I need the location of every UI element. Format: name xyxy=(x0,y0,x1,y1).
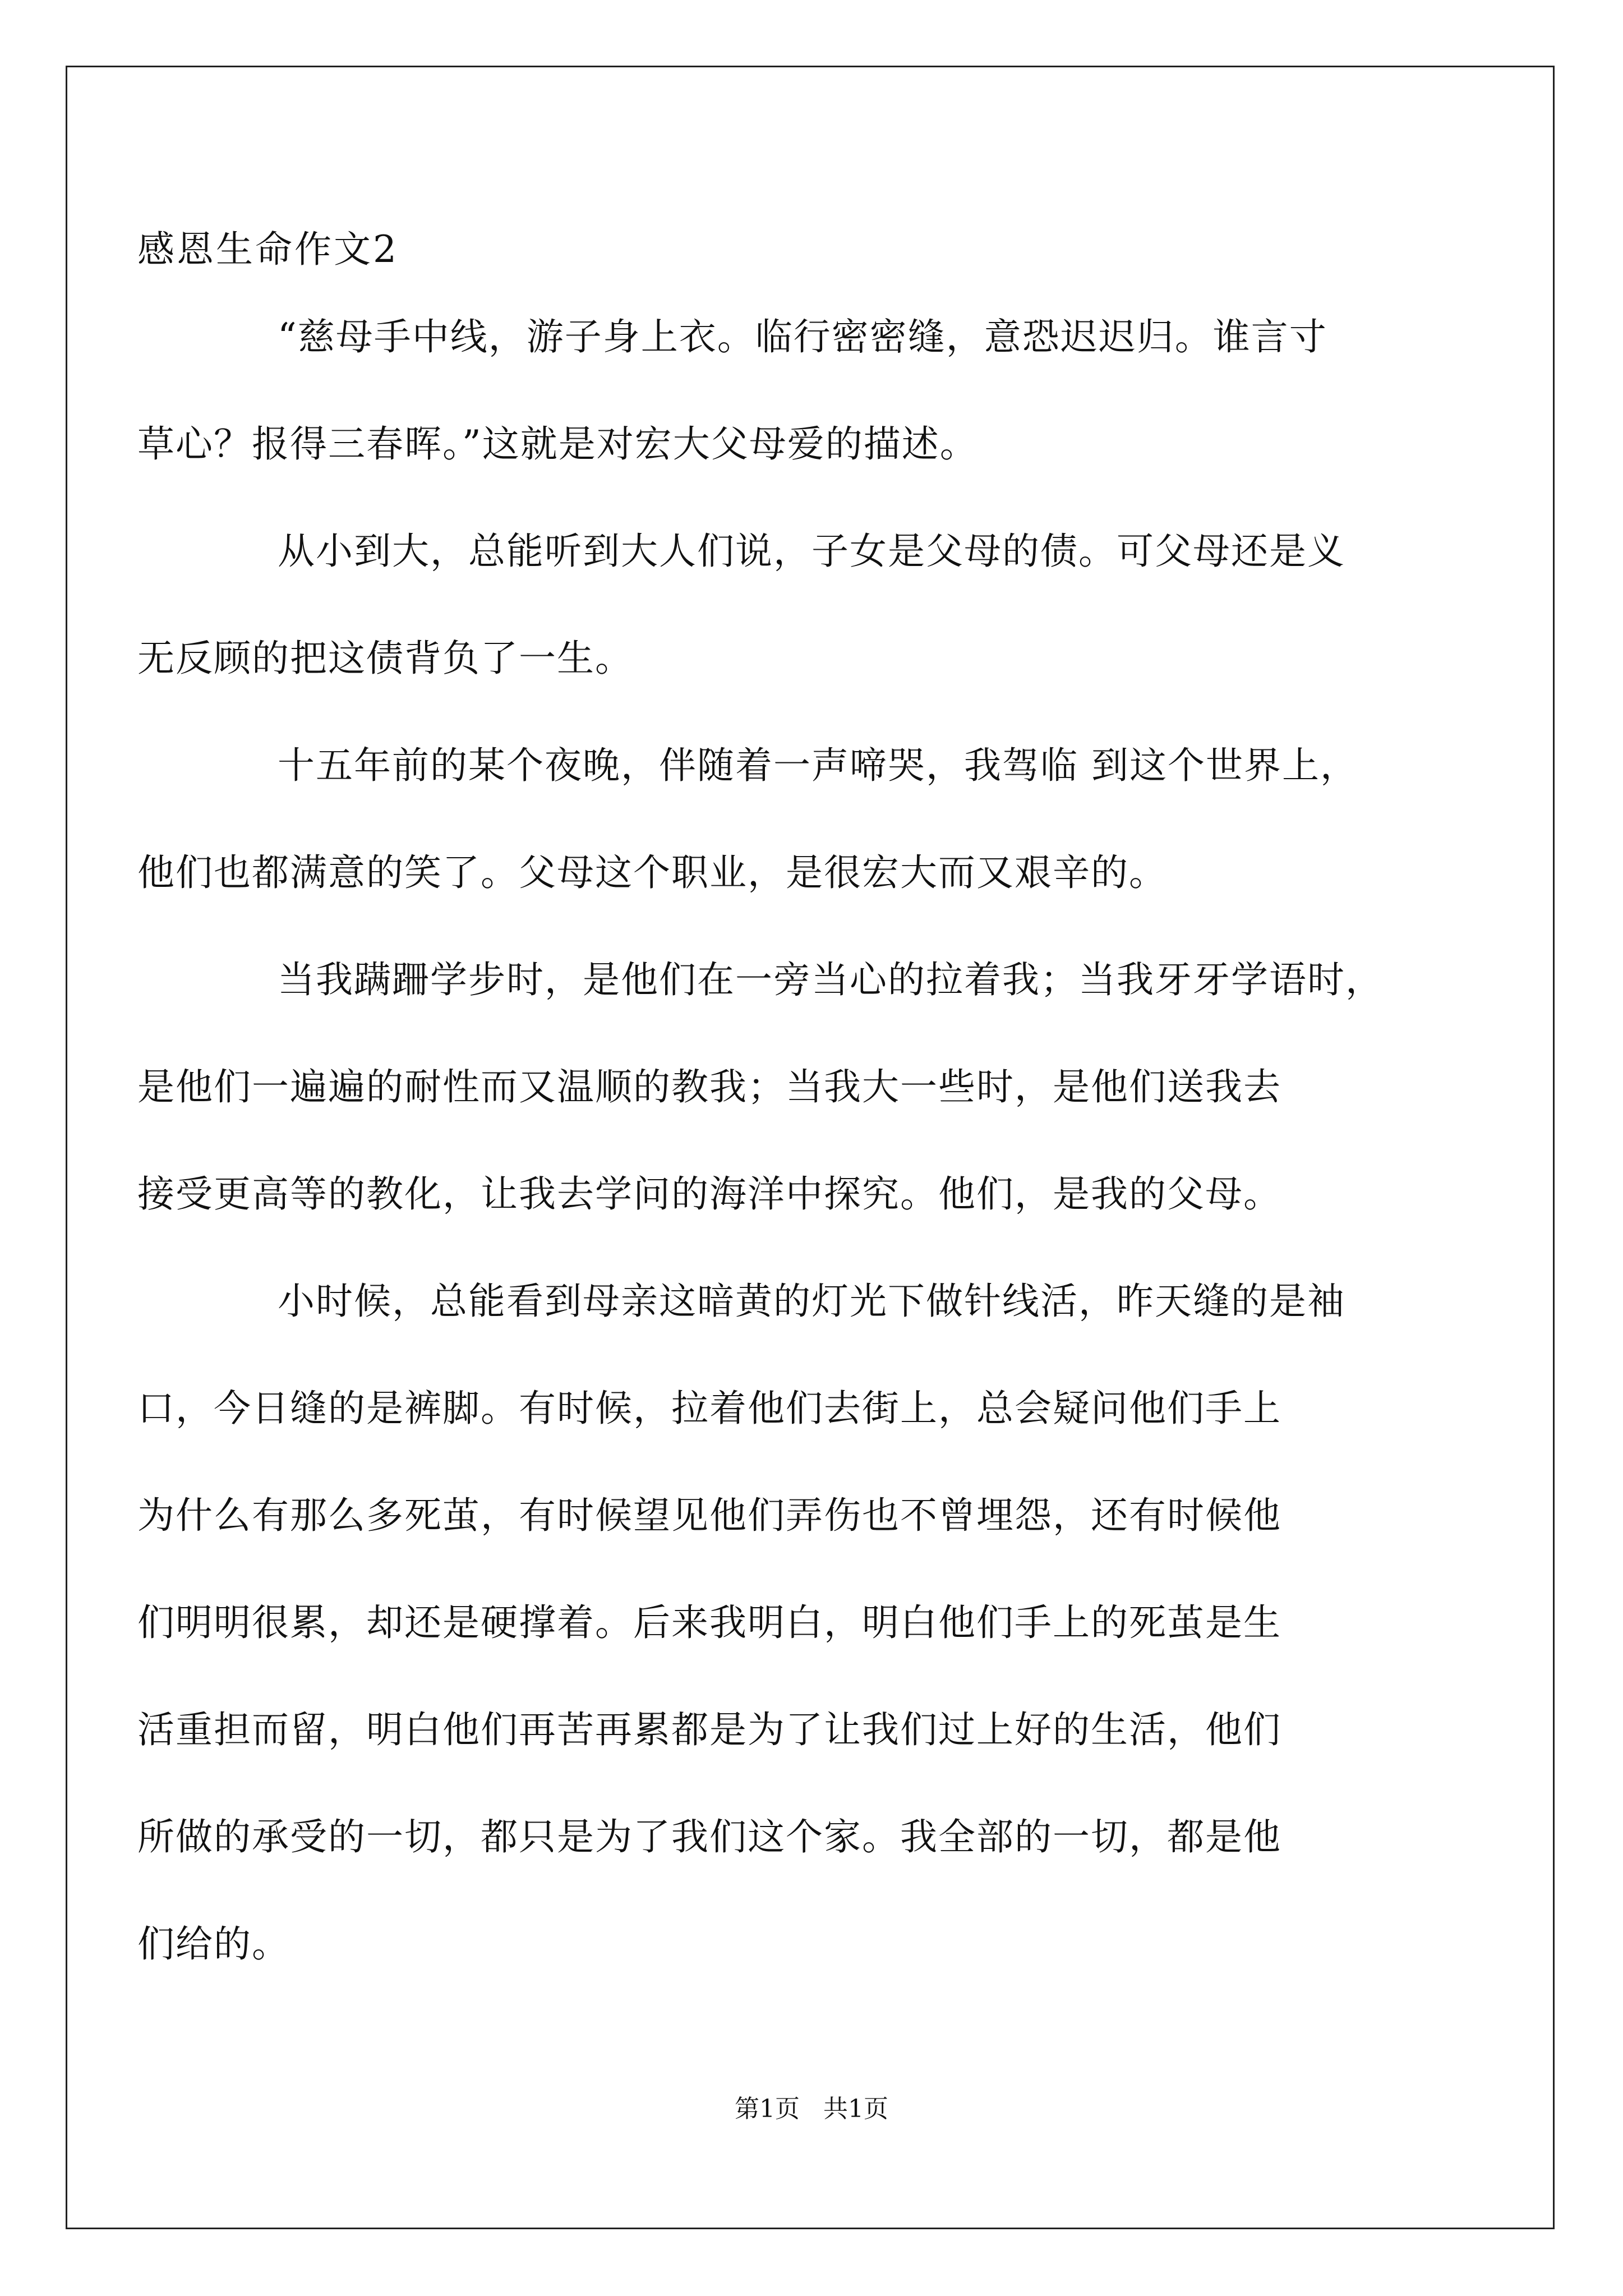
text-line: 从小到大，总能听到大人们说，子女是父母的债。可父母还是义 xyxy=(278,530,1345,573)
text-line: 小时候，总能看到母亲这暗黄的灯光下做针线活，昨天缝的是袖 xyxy=(278,1280,1345,1323)
text-line: 口，今日缝的是裤脚。有时候，拉着他们去街上，总会疑问他们手上 xyxy=(137,1387,1281,1430)
text-line: 为什么有那么多死茧，有时候望见他们弄伤也不曾埋怨，还有时候他 xyxy=(137,1494,1281,1537)
text-line: 所做的承受的一切，都只是为了我们这个家。我全部的一切，都是他 xyxy=(137,1815,1281,1858)
text-line: 当我蹒跚学步时，是他们在一旁当心的拉着我；当我牙牙学语时， xyxy=(278,958,1384,1001)
text-line: 无反顾的把这债背负了一生。 xyxy=(137,637,633,680)
text-line: 草心？报得三春晖。”这就是对宏大父母爱的描述。 xyxy=(137,422,978,466)
document-title: 感恩生命作文2 xyxy=(137,228,399,271)
text-line: 他们也都满意的笑了。父母这个职业，是很宏大而又艰辛的。 xyxy=(137,851,1167,894)
text-line: 们给的。 xyxy=(137,1922,290,1966)
text-line: 们明明很累，却还是硬撑着。后来我明白，明白他们手上的死茧是生 xyxy=(137,1601,1281,1644)
text-line: 是他们一遍遍的耐性而又温顺的教我；当我大一些时，是他们送我去 xyxy=(137,1065,1281,1108)
page-number-footer: 第1页 共1页 xyxy=(735,2095,888,2123)
essay-body xyxy=(137,283,1433,1998)
text-line: 十五年前的某个夜晚，伴随着一声啼哭，我驾临 到这个世界上， xyxy=(278,744,1358,787)
text-line: “慈母手中线，游子身上衣。临行密密缝，意恐迟迟归。谁言寸 xyxy=(278,315,1327,358)
text-line: 接受更高等的教化，让我去学问的海洋中探究。他们，是我的父母。 xyxy=(137,1172,1281,1216)
text-line: 活重担而留，明白他们再苦再累都是为了让我们过上好的生活，他们 xyxy=(137,1708,1281,1751)
